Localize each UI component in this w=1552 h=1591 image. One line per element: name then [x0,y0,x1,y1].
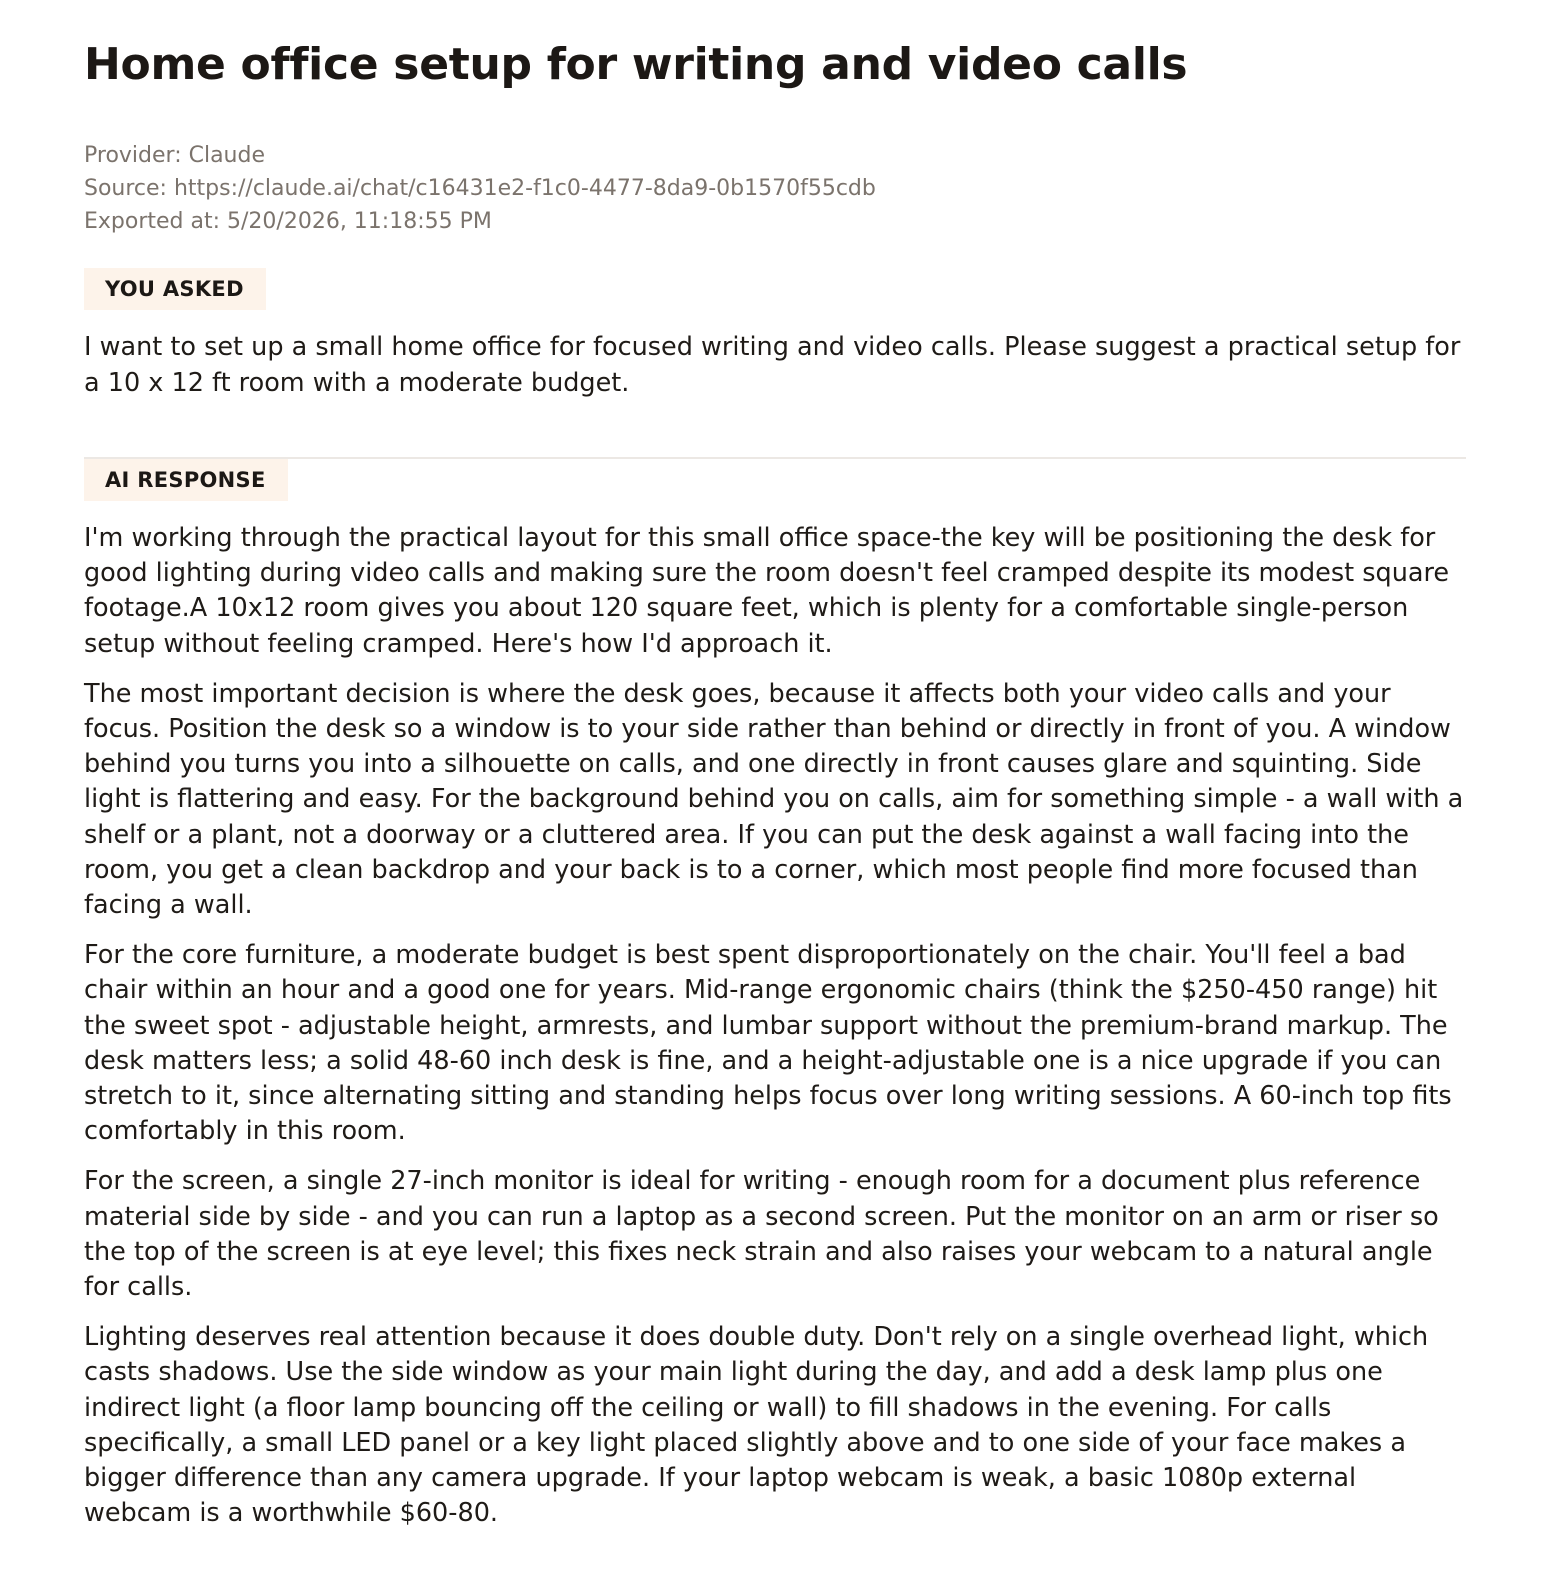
provider-line: Provider: Claude [84,143,265,168]
response-paragraph: Lighting deserves real attention because it does double duty. Don't rely on a single overhead light, which casts shadows. Use the side window as your main light during the day, and add a desk lamp plus one indirect light (a floor lamp bouncing off the ceiling or wall) to fill shadows in the evening. For calls specifically, a small LED panel or a key light placed slightly above and to one side of your face makes a bigger difference than any camera upgrade. If your laptop webcam is weak, a basic 1080p external webcam is a worthwhile $60-80. [84,1322,1429,1529]
you-asked-label: YOU ASKED [84,268,266,310]
page-title: Home office setup for writing and video calls [84,39,1188,90]
response-paragraph: The most important decision is where the desk goes, because it affects both your video calls and your focus. Position the desk so a window is to your side rather than behind or directly in front of you. A window behind you turns you into a silhouette on calls, and one directly in front causes glare and squinting. Side light is flattering and easy. For the background behind you on calls, aim for something simple - a wall with a shelf or a plant, not a doorway or a cluttered area. If you can put the desk against a wall facing into the room, you get a clean backdrop and your back is to a corner, which most people find more focused than facing a wall. [84,678,1464,921]
user-question-text: I want to set up a small home office for focused writing and video calls. Please suggest a practical setup for a 10 x 12 ft room with a moderate budget. [84,332,1461,398]
ai-message [84,459,1466,1531]
user-message [84,238,1466,401]
ai-response-body [84,521,1466,1531]
response-paragraph: For the core furniture, a moderate budget is best spent disproportionately on the chair. You'll feel a bad chair within an hour and a good one for years. Mid-range ergonomic chairs (think the $250-450 range) hit the sweet spot - adjustable height, armrests, and lumbar support without the premium-brand markup. The desk matters less; a solid 48-60 inch desk is fine, and a height-adjustable one is a nice upgrade if you can stretch to it, since alternating sitting and standing helps focus over long writing sessions. A 60-inch top fits comfortably in this room. [84,940,1452,1147]
ai-response-label: AI RESPONSE [84,459,288,501]
response-paragraph: I'm working through the practical layout for this small office space-the key will be positioning the desk for good lighting during video calls and making sure the room doesn't feel cramped despite its modest square footage.A 10x12 room gives you about 120 square feet, which is plenty for a comfortable single-person setup without feeling cramped. Here's how I'd approach it. [84,523,1450,659]
source-line: Source: https://claude.ai/chat/c16431e2-f1c0-4477-8da9-0b1570f55cdb [84,176,876,201]
export-metadata [84,139,1466,238]
response-paragraph: For the screen, a single 27-inch monitor is ideal for writing - enough room for a document plus reference material side by side - and you can run a laptop as a second screen. Put the monitor on an arm or riser so the top of the screen is at eye level; this fixes neck strain and also raises your webcam to a natural angle for calls. [84,1166,1439,1303]
exported-at-line: Exported at: 5/20/2026, 11:18:55 PM [84,209,492,234]
